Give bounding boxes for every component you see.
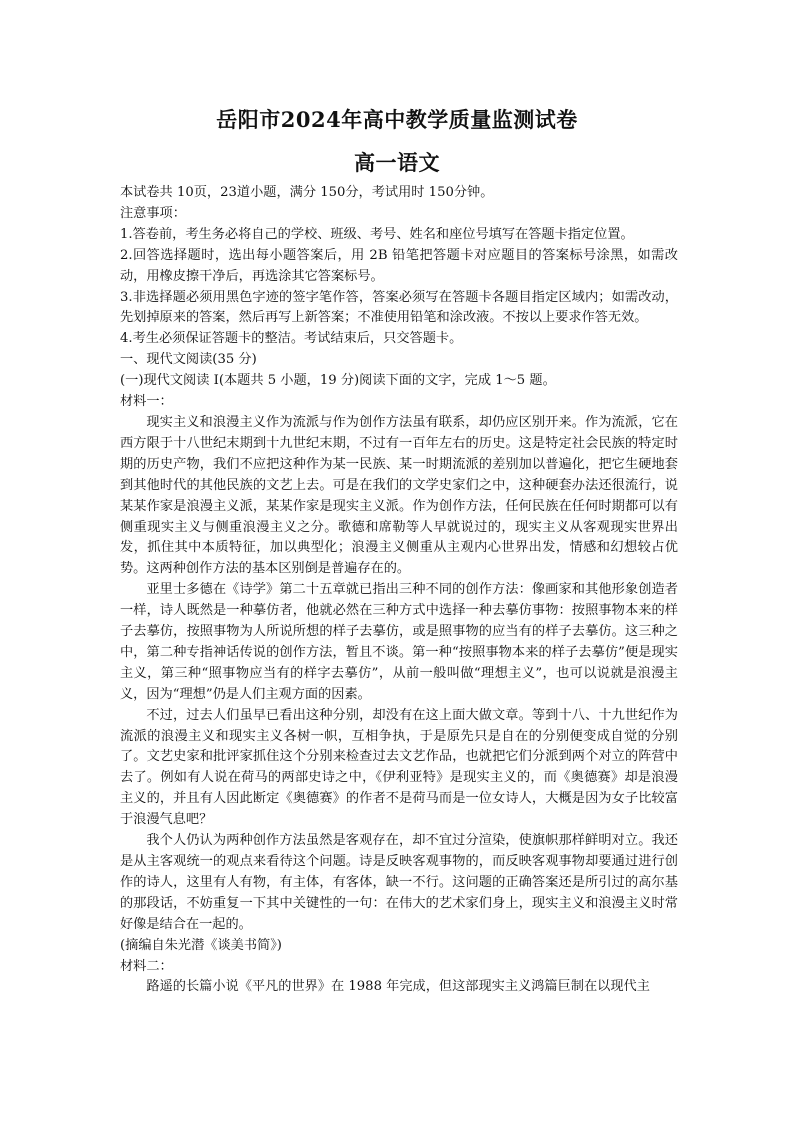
- paragraph-5: 路遥的长篇小说《平凡的世界》在 1988 年完成，但这部现实主义鸿篇巨制在以现代主: [146, 979, 650, 995]
- paragraph-1: 现实主义和浪漫主义作为流派与作为创作方法虽有联系，却仍应区别开来。作为流派，它在西方限于十八世纪末期到十九世纪末期，不过有一百年左右的历史。这是特定社会民族的特定时期的历史产物，我们不应把这种作为某一民族、某一时期流派的差别加以普遍化，把它生硬地套到其他时代的其他民族的文艺上去。可是在我们的文学史家们之中，这种硬套办法还很流行，说某某作家是浪漫主义派，某某作家是现实主义派。作为创作方法，任何民族在任何时期都可以有侧重现实主义与侧重浪漫主义之分。歌德和席勒等人早就说过的，现实主义从客观现实世界出发，抓住其中本质特征，加以典型化；浪漫主义侧重从主观内心世界出发，情感和幻想较占优势。这两种创作方法的基本区别倒是普遍存在的。: [120, 414, 678, 577]
- notice-heading: 注意事项：: [120, 205, 186, 221]
- page-title: 岳阳市2024年高中教学质量监测试卷: [216, 107, 578, 132]
- paragraph-4: 我个人仍认为两种创作方法虽然是客观存在，却不宜过分渲染，使旗帜那样鲜明对立。我还是从主客观统一的观点来看待这个问题。诗是反映客观事物的，而反映客观事物却要通过进行创作的诗人，这里有人有物，有主体，有客体，缺一不行。这问题的正确答案还是所引过的高尔基的那段话，不妨重复一下其中关键性的一句：在伟大的艺术家们身上，现实主义和浪漫主义时常好像是结合在一起的。: [120, 833, 678, 932]
- document-body: [120, 183, 678, 998]
- paragraph-2: 亚里士多德在《诗学》第二十五章就已指出三种不同的创作方法：像画家和其他形象创造者一样，诗人既然是一种摹仿者，他就必然在三种方式中选择一种去摹仿事物：按照事物本来的样子去摹仿，按照事物为人所说所想的样子去摹仿，或是照事物的应当有的样子去摹仿。这三种之中，第二种专指神话传说的创作方法，暂且不谈。第一种“按照事物本来的样子去摹仿”便是现实主义，第三种“照事物应当有的样字去摹仿”，从前一般叫做“理想主义”，也可以说就是浪漫主义，因为“理想”仍是人们主观方面的因素。: [120, 582, 678, 702]
- notice-item-2: 2.回答选择题时，选出每小题答案后，用 2B 铅笔把答题卡对应题目的答案标号涂黑，如需改动，用橡皮擦干净后，再选涂其它答案标号。: [120, 247, 678, 284]
- page-subtitle: 高一语文: [354, 150, 440, 175]
- section-heading: 一、现代文阅读(35 分): [120, 352, 257, 368]
- source-note: (摘编自朱光潜《谈美书简》): [120, 937, 282, 953]
- exam-info: 本试卷共 10页，23道小题，满分 150分，考试用时 150分钟。: [120, 185, 494, 200]
- paragraph-3: 不过，过去人们虽早已看出这种分别，却没有在这上面大做文章。等到十八、十九世纪作为流派的浪漫主义和现实主义各树一帜，互相争执，于是原先只是自在的分别便变成自觉的分别了。文艺史家和批评家抓住这个分别来检查过去文艺作品，也就把它们分派到两个对立的阵营中去了。例如有人说在荷马的两部史诗之中，《伊利亚特》是现实主义的，而《奥德赛》却是浪漫主义的，并且有人因此断定《奥德赛》的作者不是荷马而是一位女诗人，大概是因为女子比较富于浪漫气息吧？: [120, 707, 678, 828]
- subsection-heading: (一)现代文阅读 Ⅰ(本题共 5 小题，19 分)阅读下面的文字，完成 1～5 题。: [120, 373, 556, 389]
- notice-item-3: 3.非选择题必须用黑色字迹的签字笔作答，答案必须写在答题卡各题目指定区域内；如需改动，先划掉原来的答案，然后再写上新答案；不准使用铅笔和涂改液。不按以上要求作答无效。: [120, 289, 678, 326]
- notice-item-1: 1.答卷前，考生务必将自己的学校、班级、考号、姓名和座位号填写在答题卡指定位置。: [120, 226, 634, 242]
- material-1-label: 材料一：: [120, 394, 173, 410]
- material-2-label: 材料二：: [120, 958, 173, 974]
- notice-item-4: 4.考生必须保证答题卡的整洁。考试结束后，只交答题卡。: [120, 331, 463, 347]
